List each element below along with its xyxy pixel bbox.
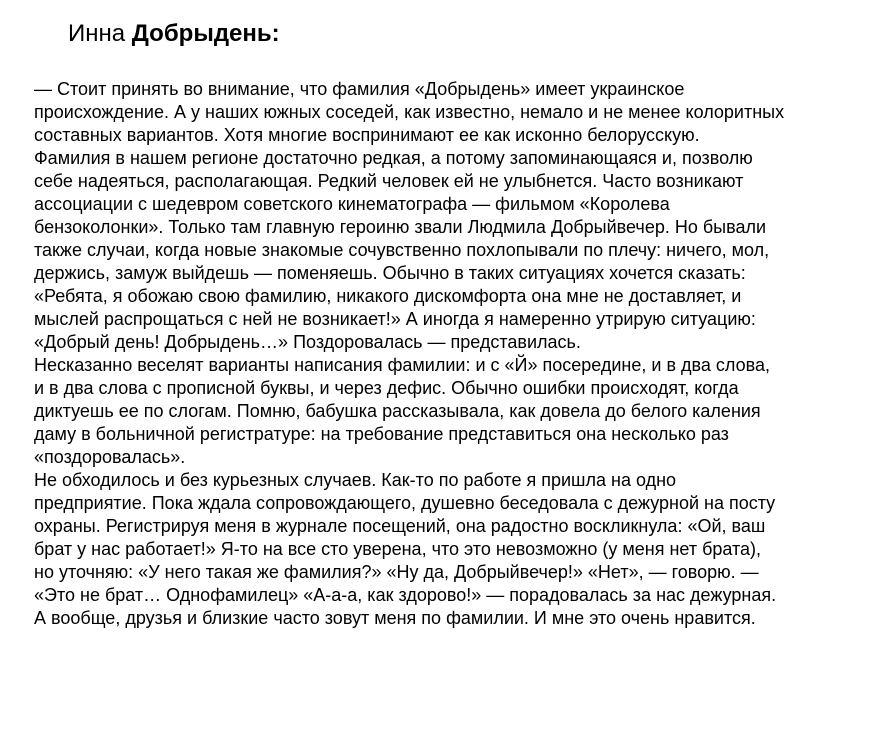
- text-line: происхождение. А у наших южных соседей, как известно, немало и не менее колоритных: [34, 102, 785, 122]
- text-line: «Ребята, я обожаю свою фамилию, никакого дискомфорта она мне не доставляет, и: [34, 286, 742, 306]
- text-line: «Это не брат… Однофамилец» «А-а-а, как здорово!» — порадовалась за нас дежурная.: [34, 585, 777, 605]
- text-line: Фамилия в нашем регионе достаточно редкая, а потому запоминающаяся и, позволю: [34, 148, 753, 168]
- author-first-name: Инна: [68, 20, 126, 47]
- text-line: бензоколонки». Только там главную героиню звали Людмила Добрыйвечер. Но бывали: [34, 217, 767, 237]
- text-line: держись, замуж выйдешь — поменяешь. Обычно в таких ситуациях хочется сказать:: [34, 263, 746, 283]
- text-line: и в два слова с прописной буквы, и через дефис. Обычно ошибки происходят, когда: [34, 378, 739, 398]
- text-line: мыслей распрощаться с ней не возникает!» А иногда я намеренно утрирую ситуацию:: [34, 309, 756, 329]
- text-line: «Добрый день! Добрыдень…» Поздоровалась — представилась.: [34, 332, 581, 352]
- author-last-name: Добрыдень:: [131, 20, 280, 47]
- article-title: [68, 18, 280, 50]
- text-line: охраны. Регистрируя меня в журнале посещений, она радостно воскликнула: «Ой, ваш: [34, 516, 766, 536]
- text-line: себе надеяться, располагающая. Редкий человек ей не улыбнется. Часто возникают: [34, 171, 744, 191]
- text-line: даму в больничной регистратуре: на требование представиться она несколько раз: [34, 424, 729, 444]
- article-body: [34, 78, 874, 630]
- text-line: но уточняю: «У него такая же фамилия?» «Ну да, Добрыйвечер!» «Нет», — говорю. —: [34, 562, 759, 582]
- text-line: диктуешь ее по слогам. Помню, бабушка рассказывала, как довела до белого каления: [34, 401, 761, 421]
- text-line: А вообще, друзья и близкие часто зовут меня по фамилии. И мне это очень нравится.: [34, 608, 756, 628]
- text-line: также случаи, когда новые знакомые сочувственно похлопывали по плечу: ничего, мол,: [34, 240, 770, 260]
- text-line: брат у нас работает!» Я-то на все сто уверена, что это невозможно (у меня нет брата),: [34, 539, 762, 559]
- text-line: — Стоит принять во внимание, что фамилия «Добрыдень» имеет украинское: [34, 79, 685, 99]
- text-line: составных вариантов. Хотя многие воспринимают ее как исконно белорусскую.: [34, 125, 700, 145]
- text-line: ассоциации с шедевром советского кинематографа — фильмом «Королева: [34, 194, 670, 214]
- text-line: Не обходилось и без курьезных случаев. Как-то по работе я пришла на одно: [34, 470, 677, 490]
- text-line: Несказанно веселят варианты написания фамилии: и с «Й» посередине, и в два слова,: [34, 355, 770, 375]
- text-line: «поздоровалась».: [34, 447, 186, 467]
- text-line: предприятие. Пока ждала сопровождающего, душевно беседовала с дежурной на посту: [34, 493, 776, 513]
